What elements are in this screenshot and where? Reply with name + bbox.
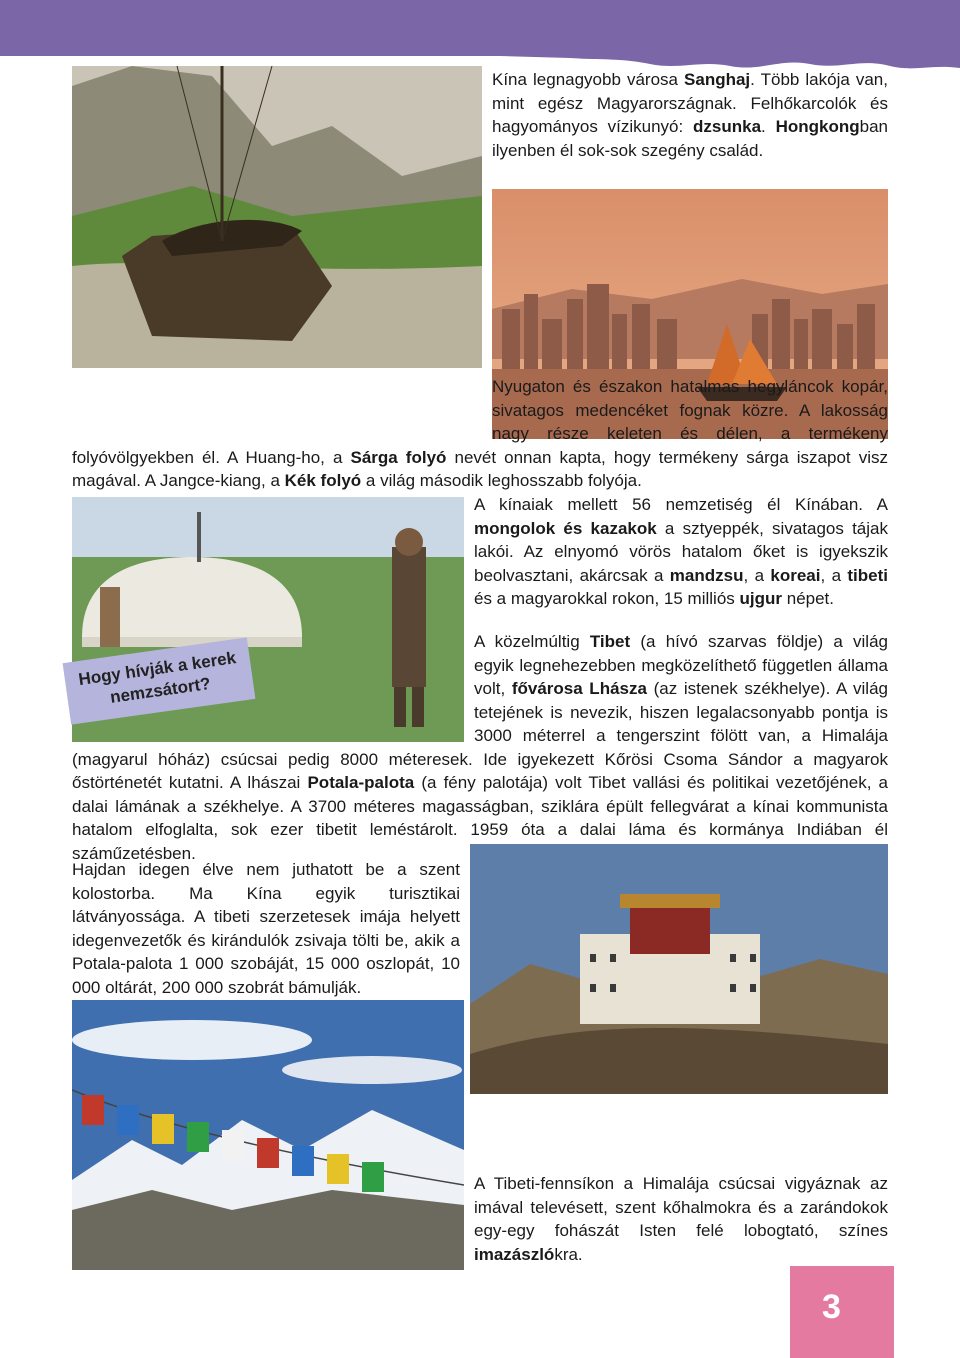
page-number: 3 xyxy=(822,1288,841,1326)
paragraph-peoples: A kínaiak mellett 56 nemzetiség él Kínában. A mongolok és kazakok a sztyeppék, sivatagos tájak lakói. Az elnyomó vörös hatalom őket is igyekszik beolvasztani, akárcsak a mandzsu, a koreai, a tibeti és a magyarokkal rokon, 15 milliós ujgur népet. xyxy=(474,495,888,608)
junk-boat-river-photo xyxy=(72,66,482,368)
paragraph-monastery: Hajdan idegen élve nem juthatott be a szent kolostorba. Ma Kína egyik turisztikai látványossága. A tibeti szerzetesek imája helyett idegenvezetők és kirándulók zsivaja tölti be, akik a Potala-palota 1 000 szobáját, 15 000 oszlopát, 10 000 oltárát, 200 000 szobrát bámulják. xyxy=(72,860,460,997)
paragraph-tibet xyxy=(72,630,888,865)
potala-palace-photo xyxy=(470,844,888,1094)
question-text: Hogy hívják a kerek nemzsátort? xyxy=(77,648,238,707)
page-number-tab xyxy=(790,1266,894,1358)
paragraph-tibet-text: A közelmúltig Tibet (a hívó szarvas földje) a világ egyik legnehezebben megközelíthető független állama volt, fővárosa Lhásza (az istenek székhelye). A világ tetejének is nevezik, hiszen legalacsonyabb pontja is 3000 méterrel a tengerszint fölött van, a Himalája (magyarul hóház) csúcsai pedig 8000 méteresek. Ide igyekezett Kőrösi Csoma Sándor a magyarok őstörténetét kutatni. A lhászai Potala-palota (a fény palotája) volt Tibet vallási és politikai vezetőjének, a dalai lámának a székhelye. A 3700 méteres magasságban, sziklára épült fellegvárat a kínai kommunista hatalom elfoglalta, sok ezer tibetit leméstárolt. 1959 óta a dalai láma és kormánya Indiában él száműzetésben. xyxy=(72,632,888,863)
paragraph-geography-text: Nyugaton és északon hatalmas hegyláncok kopár, sivatagos medencéket fognak közre. A lakosság nagy része keleten és délen, a termékeny folyóvölgyekben él. A Huang-ho, a Sárga folyó nevét onnan kapta, hogy termékeny sárga iszapot visz magával. A Jangce-kiang, a Kék folyó a világ második leghosszabb folyója. xyxy=(72,377,888,490)
paragraph-prayer-flags: A Tibeti-fennsíkon a Himalája csúcsai vigyáznak az imával televésett, szent kőhalmokra és a zarándokok egy-egy fohászát Isten felé lobogtató, színes imazászlókra. xyxy=(474,1174,888,1264)
prayer-flags-himalaya-photo xyxy=(72,1000,464,1270)
paragraph-geography xyxy=(72,375,888,493)
paragraph-shanghai: Kína legnagyobb városa Sanghaj. Több lakója van, mint egész Magyarországnak. Felhőkarcolók és hagyományos vízikunyó: dzsunka. Hongkongban ilyenben él sok-sok szegény család. xyxy=(492,70,888,160)
